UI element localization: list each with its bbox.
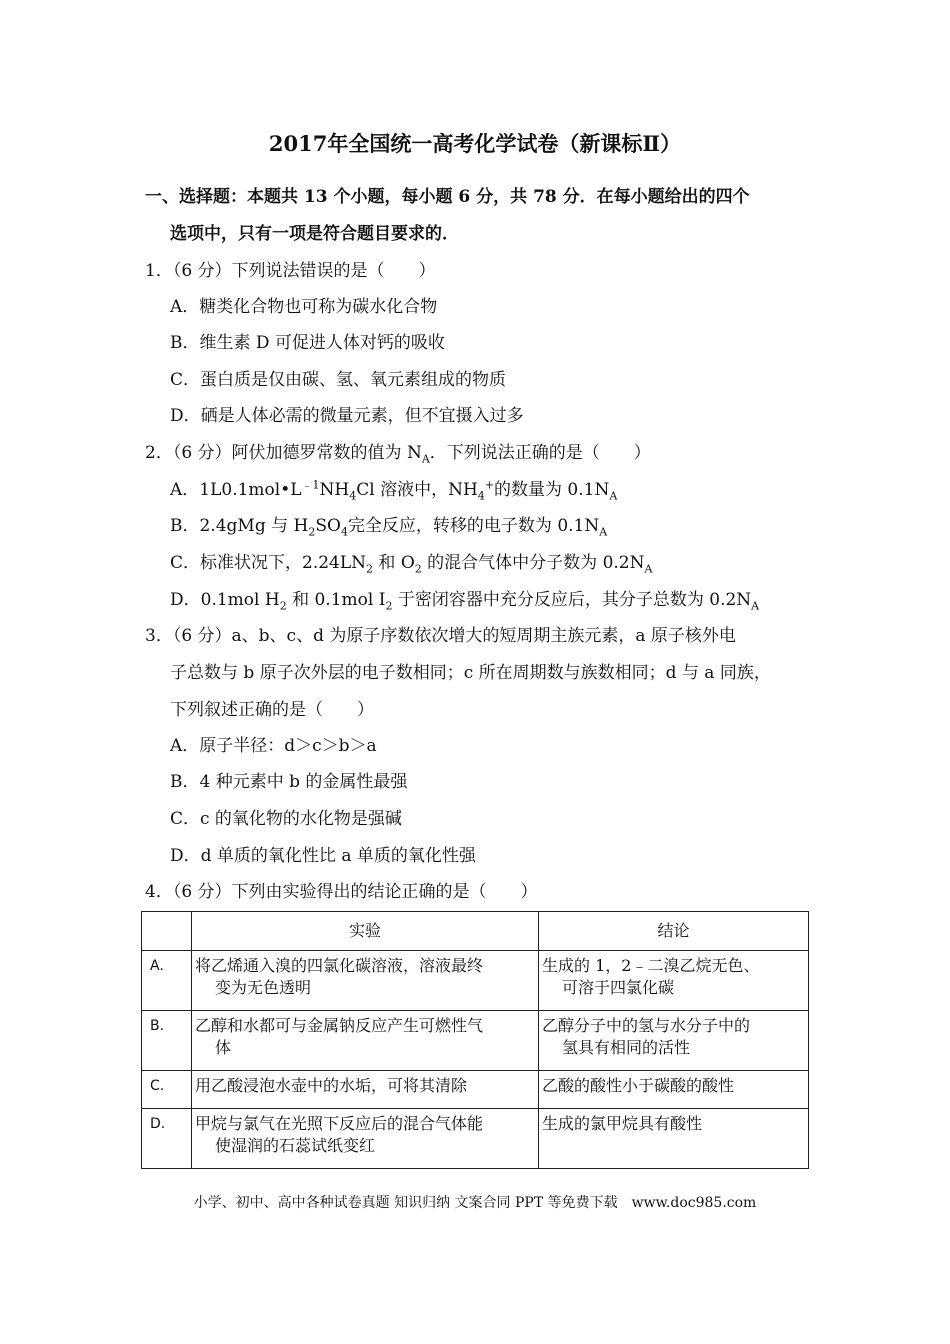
q4-table xyxy=(141,911,809,1169)
row-label: A. xyxy=(142,951,192,1011)
row-label: D. xyxy=(142,1109,192,1169)
conclusion-cell: 生成的氯甲烷具有酸性 xyxy=(539,1109,809,1169)
q1-option-b: B．维生素 D 可促进人体对钙的吸收 xyxy=(170,333,445,353)
q2-option-d: D．0.1mol $H_2$ 和 0.1mol $I_2$ 于密闭容器中充分反应后，其分子总数为 $0.2N_A$ xyxy=(170,590,760,613)
conclusion-cell: 生成的 1，2﹣二溴乙烷无色、 可溶于四氯化碳 xyxy=(539,951,809,1011)
experiment-cell: 将乙烯通入溴的四氯化碳溶液，溶液最终 变为无色透明 xyxy=(192,951,539,1011)
q2-option-c: C．标准状况下，$2.24LN_2$ 和 $O_2$ 的混合气体中分子数为 $0.2N_A$ xyxy=(170,553,653,576)
q3-option-a: A．原子半径：d＞c＞b＞a xyxy=(170,736,377,756)
header-experiment: 实验 xyxy=(192,912,539,951)
table-row xyxy=(142,1011,809,1071)
table-row xyxy=(142,1071,809,1109)
q2-option-a: A．$1L0.1mol•L^{﹣1}NH_4Cl$ 溶液中，$NH_4^+$的数量为 $0.1N_A$ xyxy=(170,478,618,503)
section-heading-line1: 一、选择题：本题共 13 个小题，每小题 6 分，共 78 分．在每小题给出的四个 xyxy=(145,187,750,207)
q1-option-a: A．糖类化合物也可称为碳水化合物 xyxy=(170,297,438,317)
q3-stem-line2: 子总数与 b 原子次外层的电子数相同；c 所在周期数与族数相同；d 与 a 同族， xyxy=(170,663,771,683)
experiment-cell: 甲烷与氯气在光照下反应后的混合气体能 使湿润的石蕊试纸变红 xyxy=(192,1109,539,1169)
header-blank-cell xyxy=(142,912,192,951)
header-conclusion: 结论 xyxy=(539,912,809,951)
conclusion-cell: 乙酸的酸性小于碳酸的酸性 xyxy=(539,1071,809,1109)
q3-option-b: B．4 种元素中 b 的金属性最强 xyxy=(170,772,408,792)
row-label: C. xyxy=(142,1071,192,1109)
table-header-row xyxy=(142,912,809,951)
row-label: B. xyxy=(142,1011,192,1071)
experiment-cell: 乙醇和水都可与金属钠反应产生可燃性气 体 xyxy=(192,1011,539,1071)
page-footer: 小学、初中、高中各种试卷真题 知识归纳 文案合同 PPT 等免费下载 www.doc985.com xyxy=(193,1195,757,1211)
q3-option-d: D．d 单质的氧化性比 a 单质的氧化性强 xyxy=(170,846,476,866)
table-row xyxy=(142,1109,809,1169)
q1-option-d: D．硒是人体必需的微量元素，但不宜摄入过多 xyxy=(170,406,524,426)
q3-stem-line1: 3．（6 分）a、b、c、d 为原子序数依次增大的短周期主族元素，a 原子核外电 xyxy=(145,626,736,646)
q2-stem: 2．（6 分）阿伏加德罗常数的值为 $N_A$．下列说法正确的是（ ） xyxy=(145,443,651,466)
section-heading-line2: 选项中，只有一项是符合题目要求的． xyxy=(170,224,459,244)
q4-stem: 4．（6 分）下列由实验得出的结论正确的是（ ） xyxy=(145,882,538,902)
page-title: 2017年全国统一高考化学试卷（新课标Ⅱ） xyxy=(268,131,682,156)
table-row xyxy=(142,951,809,1011)
q1-option-c: C．蛋白质是仅由碳、氢、氧元素组成的物质 xyxy=(170,370,507,390)
experiment-cell: 用乙酸浸泡水壶中的水垢，可将其清除 xyxy=(192,1071,539,1109)
q3-stem-line3: 下列叙述正确的是（ ） xyxy=(170,700,374,720)
q1-stem: 1．（6 分）下列说法错误的是（ ） xyxy=(145,261,436,281)
q2-option-b: B．2.4gMg 与 $H_2SO_4$完全反应，转移的电子数为 $0.1N_A$ xyxy=(170,516,608,539)
q3-option-c: C．c 的氧化物的水化物是强碱 xyxy=(170,809,402,829)
conclusion-cell: 乙醇分子中的氢与水分子中的 氢具有相同的活性 xyxy=(539,1011,809,1071)
